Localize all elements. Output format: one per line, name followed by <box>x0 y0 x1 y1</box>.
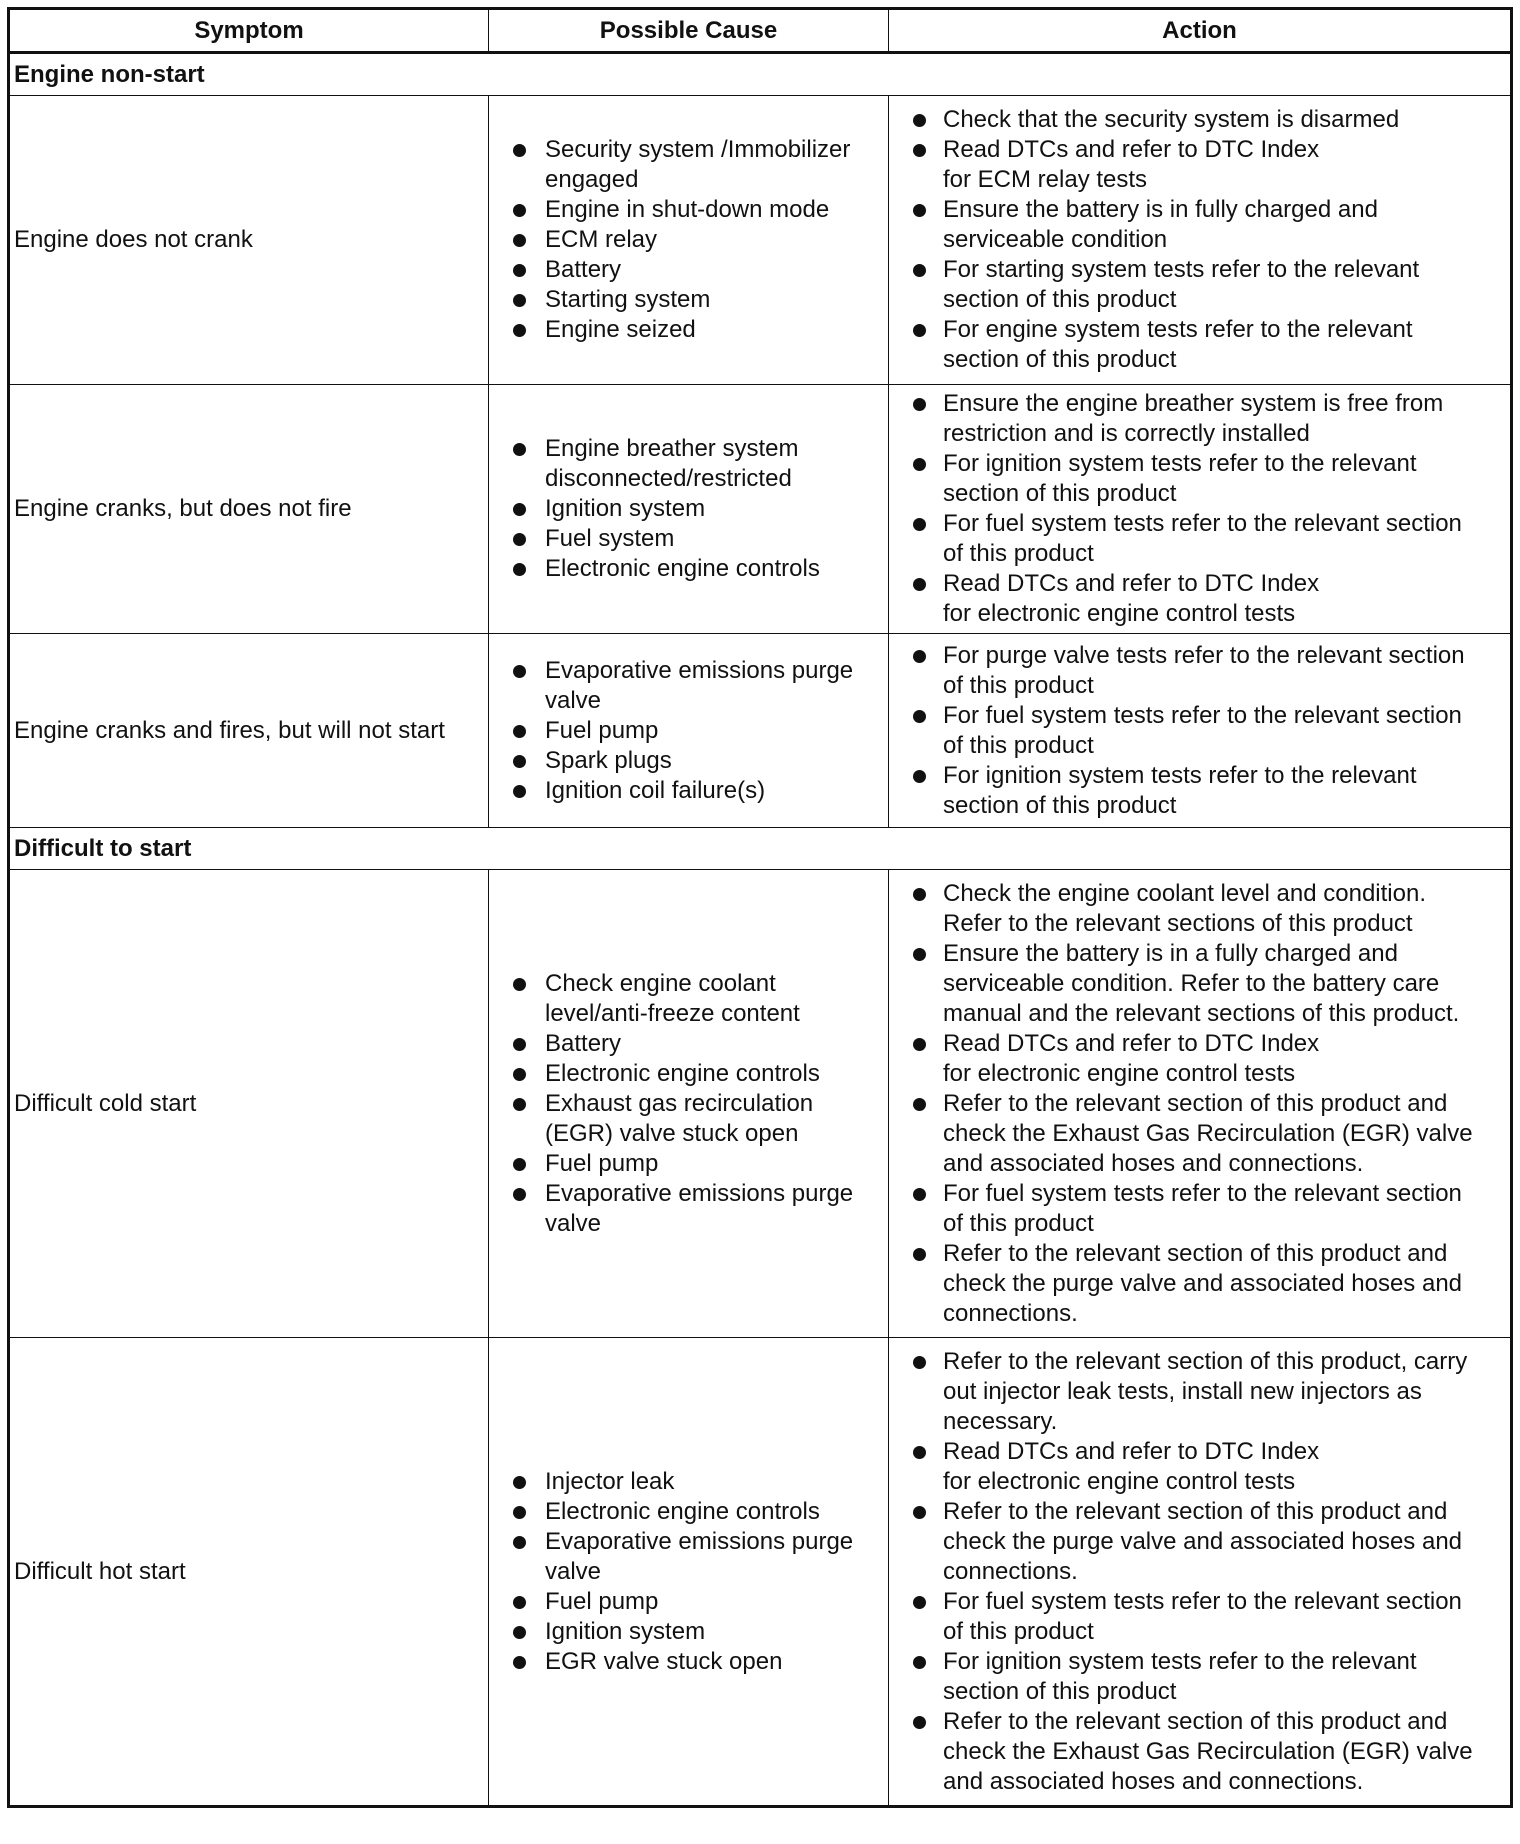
bullet-icon <box>513 725 526 738</box>
bullet-icon <box>913 1248 926 1261</box>
action-item <box>889 1497 1510 1587</box>
cause-text: Electronic engine controls <box>545 555 820 582</box>
cause-text: level/anti-freeze content <box>545 999 800 1027</box>
cause-text: Ignition system <box>545 1617 706 1645</box>
bullet-icon <box>513 1596 526 1609</box>
symptom-chart-table <box>7 7 1513 1808</box>
bullet-icon <box>513 665 526 678</box>
action-text: For engine system tests refer to the relevant <box>943 316 1413 343</box>
cause-text: valve <box>545 1209 602 1237</box>
action-text: Read DTCs and refer to DTC Index <box>943 1029 1320 1057</box>
action-text: For fuel system tests refer to the relevant section <box>943 1179 1462 1207</box>
bullet-icon <box>513 1038 526 1051</box>
bullet-icon <box>513 1536 526 1549</box>
action-cell <box>889 96 1512 385</box>
action-text: For fuel system tests refer to the relevant section <box>943 701 1462 729</box>
cause-item <box>489 135 888 195</box>
bullet-icon <box>913 578 926 591</box>
action-text: check the purge valve and associated hoses and <box>943 1527 1463 1555</box>
action-text: Refer to the relevant section of this product and <box>943 1239 1448 1267</box>
action-text: For ignition system tests refer to the relevant <box>943 761 1417 789</box>
cause-text: (EGR) valve stuck open <box>545 1119 799 1147</box>
action-text: restriction and is correctly installed <box>943 420 1310 447</box>
action-list <box>889 879 1510 1329</box>
cause-text: Engine in shut-down mode <box>545 196 830 223</box>
action-text: Refer to the relevant section of this product and <box>943 1707 1448 1735</box>
cause-item <box>489 1179 888 1239</box>
cause-text: disconnected/restricted <box>545 465 792 492</box>
action-text: section of this product <box>943 286 1177 313</box>
header-row <box>9 9 1512 53</box>
action-text: For purge valve tests refer to the relevant section <box>943 641 1465 669</box>
bullet-icon <box>913 264 926 277</box>
action-item <box>889 701 1510 761</box>
action-item <box>889 195 1510 255</box>
action-text: out injector leak tests, install new injectors as <box>943 1377 1422 1405</box>
cause-text: Fuel system <box>545 525 675 552</box>
cause-item <box>489 524 888 554</box>
bullet-icon <box>913 888 926 901</box>
cause-text: Ignition system <box>545 495 706 522</box>
action-text: for ECM relay tests <box>943 166 1148 193</box>
bullet-icon <box>513 503 526 516</box>
bullet-icon <box>513 1068 526 1081</box>
bullet-icon <box>513 324 526 337</box>
bullet-icon <box>513 755 526 768</box>
bullet-icon <box>913 1506 926 1519</box>
bullet-icon <box>913 324 926 337</box>
cause-item <box>489 1059 888 1089</box>
action-text: and associated hoses and connections. <box>943 1767 1364 1795</box>
action-text: connections. <box>943 1299 1078 1327</box>
cause-list <box>489 135 888 345</box>
cause-text: valve <box>545 1557 602 1585</box>
cause-item <box>489 315 888 345</box>
bullet-icon <box>913 458 926 471</box>
cause-item <box>489 225 888 255</box>
bullet-icon <box>513 1188 526 1201</box>
cause-text: Security system /Immobilizer <box>545 136 851 163</box>
action-list <box>889 389 1510 629</box>
header-symptom: Symptom <box>9 9 489 53</box>
cause-item <box>489 285 888 315</box>
action-item <box>889 939 1510 1029</box>
bullet-icon <box>513 1506 526 1519</box>
cause-text: Engine breather system <box>545 435 799 462</box>
table-row <box>9 634 1512 828</box>
action-text: serviceable condition <box>943 226 1168 253</box>
cause-item <box>489 1149 888 1179</box>
bullet-icon <box>513 533 526 546</box>
action-cell <box>889 1338 1512 1807</box>
action-text: check the Exhaust Gas Recirculation (EGR) valve <box>943 1119 1473 1147</box>
cause-text: Fuel pump <box>545 716 659 744</box>
cause-text: engaged <box>545 166 639 193</box>
action-text: Refer to the relevant sections of this product <box>943 909 1413 937</box>
bullet-icon <box>913 710 926 723</box>
action-text: section of this product <box>943 1677 1177 1705</box>
action-item <box>889 135 1510 195</box>
action-text: of this product <box>943 1209 1094 1237</box>
bullet-icon <box>513 563 526 576</box>
action-item <box>889 105 1510 135</box>
action-item <box>889 1347 1510 1437</box>
section-row <box>9 828 1512 870</box>
possible-cause-cell <box>489 634 889 828</box>
action-text: serviceable condition. Refer to the battery care <box>943 969 1440 997</box>
cause-list <box>489 1467 888 1677</box>
cause-item <box>489 1089 888 1149</box>
bullet-icon <box>913 1188 926 1201</box>
action-text: for electronic engine control tests <box>943 1467 1296 1495</box>
cause-text: Fuel pump <box>545 1149 659 1177</box>
action-cell <box>889 634 1512 828</box>
bullet-icon <box>913 518 926 531</box>
action-text: for electronic engine control tests <box>943 600 1296 627</box>
action-text: Ensure the battery is in fully charged and <box>943 196 1378 223</box>
cause-item <box>489 1527 888 1587</box>
cause-text: Check engine coolant <box>545 969 776 997</box>
section-row <box>9 53 1512 96</box>
action-item <box>889 1029 1510 1089</box>
action-item <box>889 1089 1510 1179</box>
action-text: section of this product <box>943 346 1177 373</box>
action-text: Ensure the battery is in a fully charged and <box>943 939 1398 967</box>
header-possible-cause: Possible Cause <box>489 9 889 53</box>
bullet-icon <box>513 1158 526 1171</box>
action-item <box>889 1239 1510 1329</box>
symptom-cell: Engine cranks, but does not fire <box>9 385 489 634</box>
action-item <box>889 761 1510 821</box>
action-item <box>889 879 1510 939</box>
action-text: Read DTCs and refer to DTC Index <box>943 1437 1320 1465</box>
bullet-icon <box>513 264 526 277</box>
action-text: Read DTCs and refer to DTC Index <box>943 136 1320 163</box>
diagnostic-table-sheet <box>7 7 1510 1808</box>
cause-text: Fuel pump <box>545 1587 659 1615</box>
action-item <box>889 389 1510 449</box>
bullet-icon <box>913 770 926 783</box>
cause-item <box>489 1029 888 1059</box>
action-list <box>889 1347 1510 1797</box>
bullet-icon <box>913 1656 926 1669</box>
cause-item <box>489 494 888 524</box>
cause-item <box>489 969 888 1029</box>
bullet-icon <box>513 443 526 456</box>
action-text: Refer to the relevant section of this product and <box>943 1089 1448 1117</box>
cause-list <box>489 656 888 806</box>
table-row <box>9 96 1512 385</box>
action-text: of this product <box>943 540 1094 567</box>
cause-item <box>489 656 888 716</box>
possible-cause-cell <box>489 1338 889 1807</box>
action-text: For ignition system tests refer to the relevant <box>943 1647 1417 1675</box>
bullet-icon <box>513 1098 526 1111</box>
action-text: For fuel system tests refer to the relevant section <box>943 1587 1462 1615</box>
table-row <box>9 870 1512 1338</box>
action-list <box>889 641 1510 821</box>
table-row <box>9 1338 1512 1807</box>
action-item <box>889 1587 1510 1647</box>
cause-item <box>489 434 888 494</box>
cause-item <box>489 255 888 285</box>
bullet-icon <box>913 1596 926 1609</box>
action-item <box>889 1437 1510 1497</box>
action-text: Refer to the relevant section of this product and <box>943 1497 1448 1525</box>
action-text: check the Exhaust Gas Recirculation (EGR) valve <box>943 1737 1473 1765</box>
cause-text: Evaporative emissions purge <box>545 1527 854 1555</box>
cause-text: Spark plugs <box>545 746 672 774</box>
bullet-icon <box>913 144 926 157</box>
symptom-cell: Engine cranks and fires, but will not start <box>9 634 489 828</box>
action-item <box>889 1179 1510 1239</box>
action-text: Check that the security system is disarmed <box>943 106 1400 133</box>
action-text: Ensure the engine breather system is free from <box>943 390 1444 417</box>
action-text: section of this product <box>943 480 1177 507</box>
action-item <box>889 1707 1510 1797</box>
cause-text: Ignition coil failure(s) <box>545 776 766 804</box>
cause-text: Battery <box>545 1029 622 1057</box>
action-item <box>889 509 1510 569</box>
cause-text: Starting system <box>545 286 711 313</box>
cause-item <box>489 1467 888 1497</box>
cause-item <box>489 1497 888 1527</box>
section-title: Engine non-start <box>9 53 1512 96</box>
action-text: necessary. <box>943 1407 1058 1435</box>
action-text: of this product <box>943 1617 1094 1645</box>
bullet-icon <box>913 948 926 961</box>
action-cell <box>889 870 1512 1338</box>
possible-cause-cell <box>489 385 889 634</box>
cause-list <box>489 969 888 1239</box>
cause-item <box>489 1617 888 1647</box>
bullet-icon <box>913 398 926 411</box>
action-text: Refer to the relevant section of this product, carry <box>943 1347 1468 1375</box>
action-text: of this product <box>943 731 1094 759</box>
action-item <box>889 569 1510 629</box>
action-item <box>889 255 1510 315</box>
symptom-cell: Difficult hot start <box>9 1338 489 1807</box>
cause-item <box>489 1647 888 1677</box>
cause-item <box>489 554 888 584</box>
action-text: check the purge valve and associated hoses and <box>943 1269 1463 1297</box>
bullet-icon <box>913 1716 926 1729</box>
header-action: Action <box>889 9 1512 53</box>
cause-text: ECM relay <box>545 226 658 253</box>
bullet-icon <box>513 785 526 798</box>
action-text: section of this product <box>943 791 1177 819</box>
action-text: For starting system tests refer to the relevant <box>943 256 1420 283</box>
bullet-icon <box>913 650 926 663</box>
bullet-icon <box>513 294 526 307</box>
bullet-icon <box>513 1626 526 1639</box>
bullet-icon <box>513 204 526 217</box>
bullet-icon <box>913 1038 926 1051</box>
cause-text: EGR valve stuck open <box>545 1647 783 1675</box>
action-item <box>889 449 1510 509</box>
bullet-icon <box>913 1098 926 1111</box>
action-item <box>889 641 1510 701</box>
symptom-cell: Difficult cold start <box>9 870 489 1338</box>
action-text: for electronic engine control tests <box>943 1059 1296 1087</box>
action-text: and associated hoses and connections. <box>943 1149 1364 1177</box>
cause-text: Battery <box>545 256 622 283</box>
bullet-icon <box>913 204 926 217</box>
cause-text: Engine seized <box>545 316 696 343</box>
cause-item <box>489 716 888 746</box>
symptom-cell: Engine does not crank <box>9 96 489 385</box>
cause-text: Evaporative emissions purge <box>545 1179 854 1207</box>
action-item <box>889 1647 1510 1707</box>
possible-cause-cell <box>489 870 889 1338</box>
cause-text: Evaporative emissions purge <box>545 656 854 684</box>
table-row <box>9 385 1512 634</box>
action-text: For ignition system tests refer to the relevant <box>943 450 1417 477</box>
cause-list <box>489 434 888 584</box>
cause-text: Electronic engine controls <box>545 1059 820 1087</box>
section-title: Difficult to start <box>9 828 1512 870</box>
action-text: Read DTCs and refer to DTC Index <box>943 570 1320 597</box>
cause-text: Electronic engine controls <box>545 1497 820 1525</box>
bullet-icon <box>913 1356 926 1369</box>
bullet-icon <box>513 1656 526 1669</box>
cause-item <box>489 776 888 806</box>
bullet-icon <box>513 1476 526 1489</box>
bullet-icon <box>913 1446 926 1459</box>
action-cell <box>889 385 1512 634</box>
action-text: of this product <box>943 671 1094 699</box>
action-text: connections. <box>943 1557 1078 1585</box>
cause-item <box>489 746 888 776</box>
cause-text: Injector leak <box>545 1467 675 1495</box>
action-text: manual and the relevant sections of this product. <box>943 999 1460 1027</box>
bullet-icon <box>513 978 526 991</box>
bullet-icon <box>513 234 526 247</box>
cause-text: valve <box>545 686 602 714</box>
cause-item <box>489 195 888 225</box>
action-text: Check the engine coolant level and condition. <box>943 879 1426 907</box>
cause-text: Exhaust gas recirculation <box>545 1089 814 1117</box>
action-list <box>889 105 1510 375</box>
action-text: For fuel system tests refer to the relevant section <box>943 510 1462 537</box>
bullet-icon <box>513 144 526 157</box>
bullet-icon <box>913 114 926 127</box>
action-item <box>889 315 1510 375</box>
cause-item <box>489 1587 888 1617</box>
possible-cause-cell <box>489 96 889 385</box>
